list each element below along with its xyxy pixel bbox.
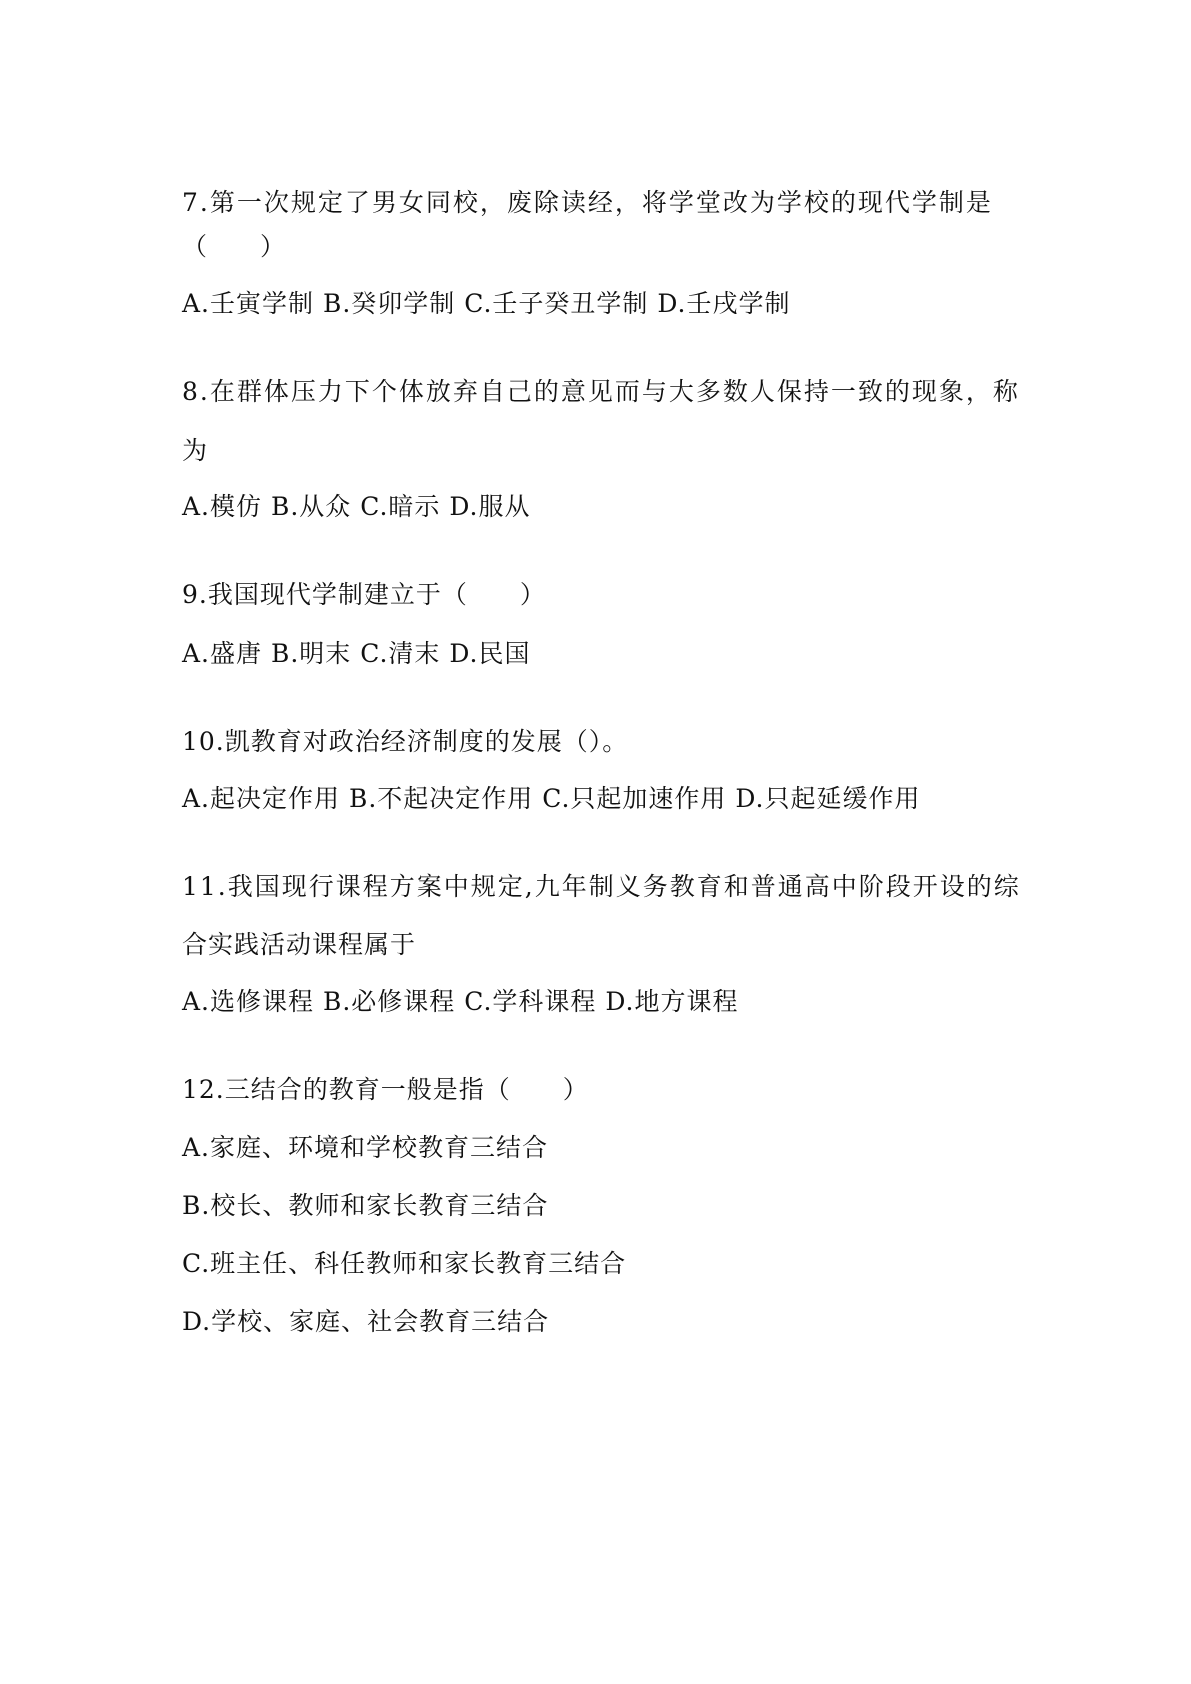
question-7-stem-line-1: 7.第一次规定了男女同校，废除读经，将学堂改为学校的现代学制是 — [182, 188, 993, 217]
question-8-stem-line-1: 8.在群体压力下个体放弃自己的意见而与大多数人保持一致的现象，称 — [182, 377, 1020, 406]
question-11-options: A.选修课程 B.必修课程 C.学科课程 D.地方课程 — [182, 987, 739, 1016]
question-8-stem-line-2: 为 — [182, 436, 209, 465]
question-10-stem: 10.凯教育对政治经济制度的发展（）。 — [182, 727, 629, 756]
question-12-option-b: B.校长、教师和家长教育三结合 — [182, 1191, 549, 1220]
question-12-option-c: C.班主任、科任教师和家长教育三结合 — [182, 1249, 627, 1278]
question-10-options: A.起决定作用 B.不起决定作用 C.只起加速作用 D.只起延缓作用 — [182, 784, 921, 813]
question-9-stem: 9.我国现代学制建立于（ ） — [182, 580, 546, 609]
question-7-stem-line-2: （ ） — [182, 232, 287, 261]
question-9-options: A.盛唐 B.明末 C.清末 D.民国 — [182, 639, 531, 668]
question-8-options: A.模仿 B.从众 C.暗示 D.服从 — [182, 492, 531, 521]
question-12-option-a: A.家庭、环境和学校教育三结合 — [182, 1133, 549, 1162]
question-12-stem: 12.三结合的教育一般是指（ ） — [182, 1075, 589, 1104]
question-7-options: A.壬寅学制 B.癸卯学制 C.壬子癸丑学制 D.壬戌学制 — [182, 289, 791, 318]
question-11-stem-line-2: 合实践活动课程属于 — [182, 930, 417, 959]
question-12-option-d: D.学校、家庭、社会教育三结合 — [182, 1307, 550, 1336]
question-11-stem-line-1: 11.我国现行课程方案中规定,九年制义务教育和普通高中阶段开设的综 — [182, 872, 1021, 901]
